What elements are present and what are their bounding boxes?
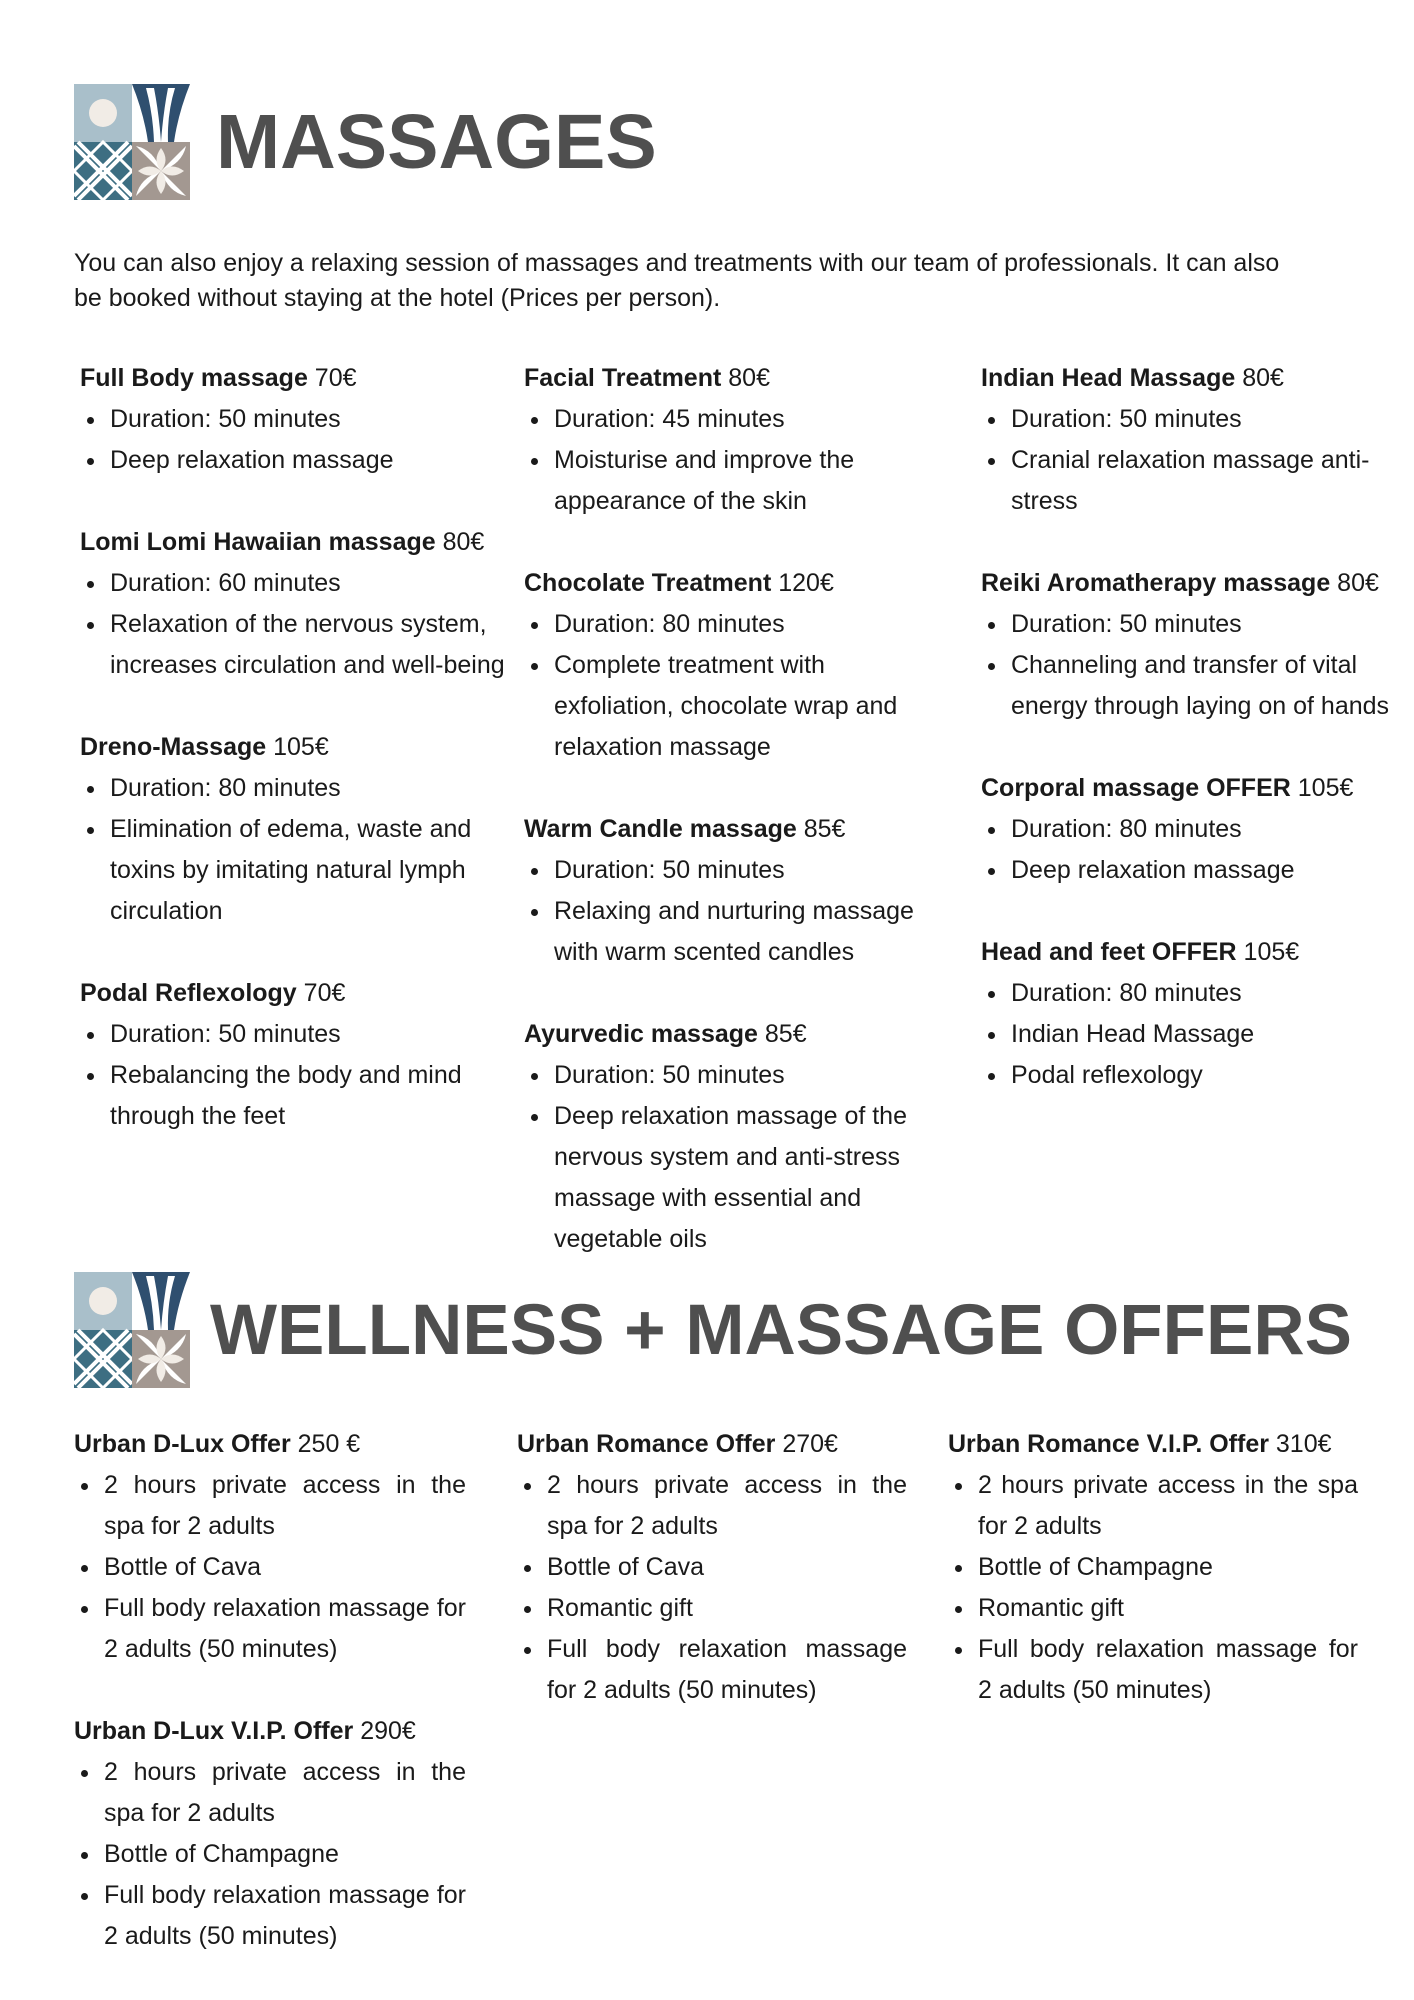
offers-header: [74, 1272, 1352, 1388]
item-detail: Full body relaxation massage for 2 adults (50 minutes): [517, 1629, 907, 1711]
item-details-list: [524, 1055, 944, 1260]
menu-item-heading: [948, 1424, 1358, 1465]
item-name: Indian Head Massage: [981, 364, 1236, 392]
item-detail: Duration: 50 minutes: [80, 399, 510, 440]
menu-item-heading: [74, 1711, 466, 1752]
item-price: 105€: [1236, 938, 1300, 966]
massages-title: MASSAGES: [216, 98, 657, 185]
item-detail: Elimination of edema, waste and toxins by imitating natural lymph circulation: [80, 809, 510, 932]
item-price: 310€: [1268, 1430, 1332, 1458]
item-price: 80€: [1235, 364, 1284, 392]
item-detail: 2 hours private access in the spa for 2 adults: [948, 1465, 1358, 1547]
item-name: Head and feet OFFER: [981, 938, 1237, 966]
item-details-list: [80, 563, 510, 686]
item-detail: Deep relaxation massage: [80, 440, 510, 481]
item-detail: Relaxation of the nervous system, increases circulation and well-being: [80, 604, 510, 686]
item-detail: Deep relaxation massage of the nervous system and anti-stress massage with essential and vegetable oils: [524, 1096, 944, 1260]
item-name: Urban D-Lux V.I.P. Offer: [74, 1717, 354, 1745]
item-details-list: [524, 604, 944, 768]
menu-item-heading: [74, 1424, 466, 1465]
item-price: 80€: [721, 364, 770, 392]
menu-item: [74, 1424, 466, 1670]
item-details-list: [74, 1465, 466, 1670]
massages-column-2: [524, 358, 944, 1260]
item-name: Full Body massage: [80, 364, 308, 392]
item-detail: 2 hours private access in the spa for 2 adults: [74, 1465, 466, 1547]
item-detail: Romantic gift: [517, 1588, 907, 1629]
item-detail: Cranial relaxation massage anti-stress: [981, 440, 1401, 522]
item-price: 105€: [1290, 774, 1354, 802]
item-price: 120€: [771, 569, 834, 597]
massages-intro: You can also enjoy a relaxing session of massages and treatments with our team of professionals. It can also be booked without staying at the hotel (Prices per person).: [74, 249, 1280, 312]
menu-item-heading: [981, 358, 1401, 399]
item-detail: Bottle of Champagne: [948, 1547, 1358, 1588]
item-detail: Full body relaxation massage for 2 adults (50 minutes): [948, 1629, 1358, 1711]
menu-item: [80, 522, 510, 686]
item-detail: Duration: 50 minutes: [524, 850, 944, 891]
item-details-list: [74, 1752, 466, 1957]
item-detail: Moisturise and improve the appearance of the skin: [524, 440, 944, 522]
item-price: 270€: [775, 1430, 838, 1458]
item-detail: Channeling and transfer of vital energy through laying on of hands: [981, 645, 1401, 727]
item-details-list: [981, 399, 1401, 522]
item-price: 80€: [435, 528, 485, 556]
item-name: Lomi Lomi Hawaiian massage: [80, 528, 436, 556]
item-detail: Indian Head Massage: [981, 1014, 1401, 1055]
item-details-list: [948, 1465, 1358, 1711]
offers-column-1: [74, 1424, 466, 1957]
item-details-list: [80, 399, 510, 481]
item-name: Corporal massage OFFER: [981, 774, 1291, 802]
item-detail: Full body relaxation massage for 2 adults (50 minutes): [74, 1875, 466, 1957]
item-name: Ayurvedic massage: [524, 1020, 758, 1048]
item-price: 250 €: [290, 1430, 361, 1458]
item-detail: Duration: 50 minutes: [524, 1055, 944, 1096]
menu-item: [981, 768, 1401, 891]
item-details-list: [80, 1014, 510, 1137]
item-detail: Bottle of Cava: [74, 1547, 466, 1588]
offers-column-2: [517, 1424, 907, 1711]
menu-item: [74, 1711, 466, 1957]
item-name: Chocolate Treatment: [524, 569, 772, 597]
item-name: Urban Romance Offer: [517, 1430, 776, 1458]
menu-item: [948, 1424, 1358, 1711]
item-price: 85€: [757, 1020, 807, 1048]
massages-header: [74, 84, 657, 200]
item-price: 105€: [266, 733, 329, 761]
item-details-list: [80, 768, 510, 932]
item-details-list: [981, 973, 1401, 1096]
item-details-list: [517, 1465, 907, 1711]
item-detail: Duration: 60 minutes: [80, 563, 510, 604]
item-detail: Full body relaxation massage for 2 adults (50 minutes): [74, 1588, 466, 1670]
item-details-list: [524, 399, 944, 522]
menu-item: [524, 809, 944, 973]
menu-item-heading: [524, 358, 944, 399]
menu-item-heading: [80, 522, 510, 563]
tile-logo-icon: [74, 84, 190, 200]
menu-item-heading: [981, 768, 1401, 809]
menu-item: [80, 358, 510, 481]
item-name: Warm Candle massage: [524, 815, 797, 843]
item-detail: Deep relaxation massage: [981, 850, 1401, 891]
tile-logo-icon: [74, 1272, 190, 1388]
massages-column-3: [981, 358, 1401, 1096]
menu-item-heading: [524, 563, 944, 604]
item-detail: Duration: 80 minutes: [524, 604, 944, 645]
item-detail: Bottle of Champagne: [74, 1834, 466, 1875]
item-detail: Complete treatment with exfoliation, chocolate wrap and relaxation massage: [524, 645, 944, 768]
item-detail: Duration: 50 minutes: [80, 1014, 510, 1055]
menu-item: [981, 932, 1401, 1096]
menu-item: [524, 1014, 944, 1260]
item-detail: Duration: 50 minutes: [981, 399, 1401, 440]
item-detail: 2 hours private access in the spa for 2 adults: [74, 1752, 466, 1834]
item-price: 85€: [796, 815, 846, 843]
item-detail: Duration: 45 minutes: [524, 399, 944, 440]
offers-title: WELLNESS + MASSAGE OFFERS: [210, 1290, 1353, 1370]
menu-item: [517, 1424, 907, 1711]
menu-item-heading: [981, 563, 1401, 604]
item-name: Urban D-Lux Offer: [74, 1430, 291, 1458]
item-name: Reiki Aromatherapy massage: [981, 569, 1331, 597]
menu-item: [524, 563, 944, 768]
item-detail: Romantic gift: [948, 1588, 1358, 1629]
menu-item: [981, 563, 1401, 727]
item-detail: Relaxing and nurturing massage with warm scented candles: [524, 891, 944, 973]
item-name: Urban Romance V.I.P. Offer: [948, 1430, 1269, 1458]
menu-item-heading: [524, 1014, 944, 1055]
massages-column-1: [80, 358, 510, 1137]
menu-item-heading: [80, 358, 510, 399]
menu-item: [80, 727, 510, 932]
item-price: 290€: [353, 1717, 416, 1745]
item-price: 80€: [1330, 569, 1379, 597]
item-detail: Duration: 50 minutes: [981, 604, 1401, 645]
item-detail: 2 hours private access in the spa for 2 adults: [517, 1465, 907, 1547]
item-price: 70€: [307, 364, 357, 392]
item-detail: Bottle of Cava: [517, 1547, 907, 1588]
item-details-list: [981, 809, 1401, 891]
item-price: 70€: [296, 979, 346, 1007]
menu-item: [981, 358, 1401, 522]
menu-item-heading: [524, 809, 944, 850]
item-name: Facial Treatment: [524, 364, 722, 392]
offers-column-3: [948, 1424, 1358, 1711]
menu-item-heading: [80, 727, 510, 768]
menu-item-heading: [80, 973, 510, 1014]
item-detail: Duration: 80 minutes: [981, 809, 1401, 850]
item-detail: Duration: 80 minutes: [981, 973, 1401, 1014]
item-name: Dreno-Massage: [80, 733, 267, 761]
menu-item-heading: [981, 932, 1401, 973]
menu-item: [524, 358, 944, 522]
item-details-list: [524, 850, 944, 973]
item-detail: Podal reflexology: [981, 1055, 1401, 1096]
item-name: Podal Reflexology: [80, 979, 297, 1007]
item-detail: Rebalancing the body and mind through the feet: [80, 1055, 510, 1137]
menu-item-heading: [517, 1424, 907, 1465]
menu-item: [80, 973, 510, 1137]
item-detail: Duration: 80 minutes: [80, 768, 510, 809]
item-details-list: [981, 604, 1401, 727]
